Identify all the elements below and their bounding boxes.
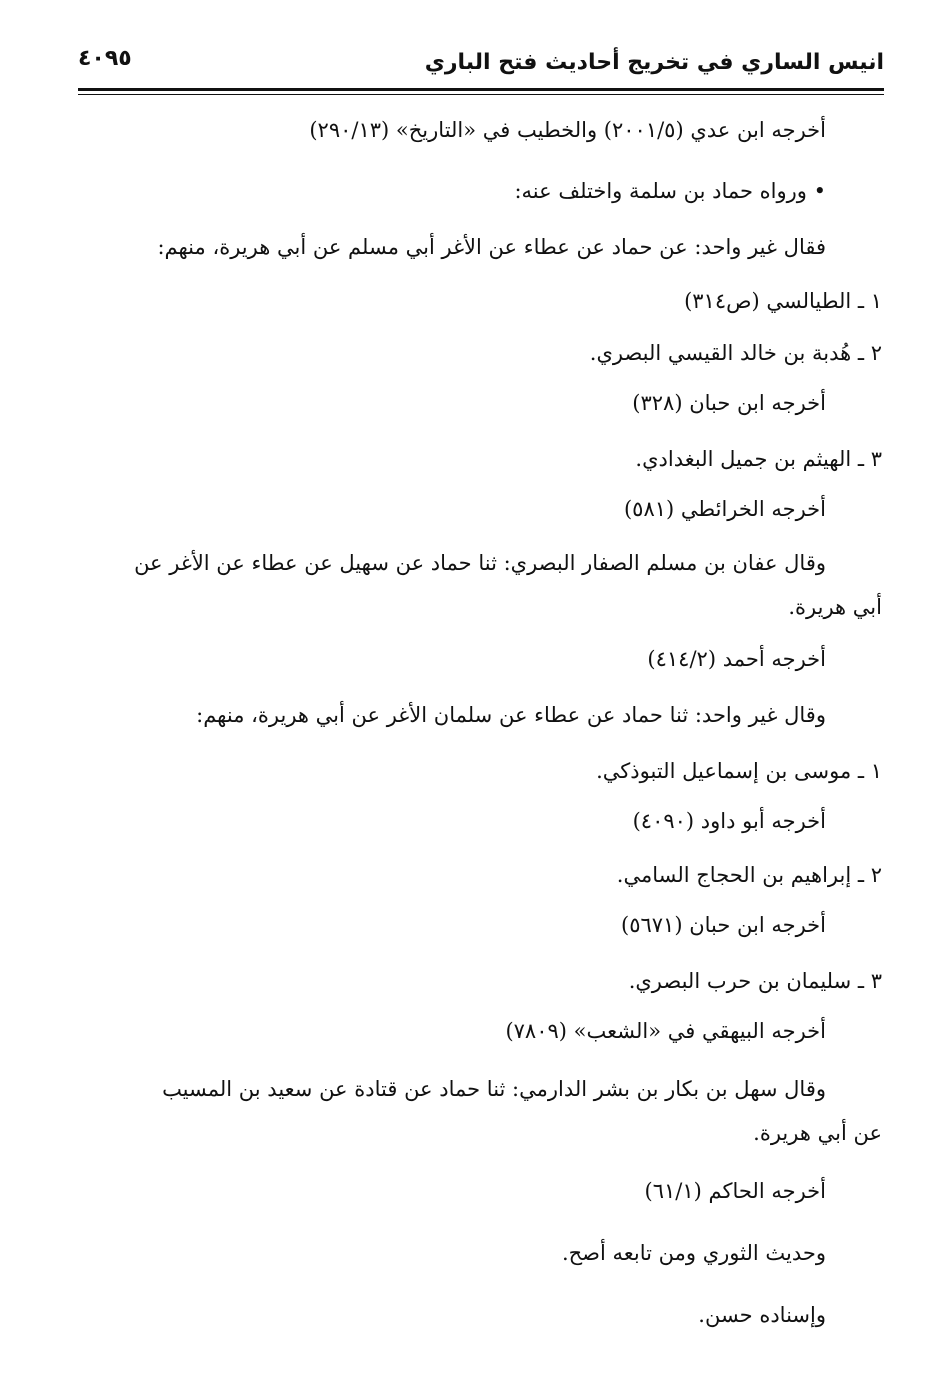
list-item: ٢ ـ هُدبة بن خالد القيسي البصري. (589, 341, 882, 365)
text-line: أخرجه الحاكم (٦١/١) (644, 1179, 826, 1203)
text-line: أخرجه أحمد (٤١٤/٢) (647, 647, 826, 671)
header-rule-thin (78, 94, 884, 95)
list-item: ٣ ـ سليمان بن حرب البصري. (628, 969, 882, 993)
book-title: انيس الساري في تخريج أحاديث فتح الباري (424, 50, 884, 75)
text-line: أبي هريرة. (788, 595, 882, 619)
list-item: ١ ـ موسى بن إسماعيل التبوذكي. (596, 759, 882, 783)
header-rule-thick (78, 88, 884, 91)
text-line: أخرجه البيهقي في «الشعب» (٧٨٠٩) (505, 1019, 826, 1043)
text-line: وإسناده حسن. (698, 1303, 826, 1327)
text-line: عن أبي هريرة. (753, 1121, 882, 1145)
text-line: أخرجه ابن حبان (٥٦٧١) (621, 913, 826, 937)
text-line: وحديث الثوري ومن تابعه أصح. (561, 1241, 826, 1265)
text-line: وقال غير واحد: ثنا حماد عن عطاء عن سلمان الأغر عن أبي هريرة، منهم: (196, 703, 826, 727)
text-line: أخرجه أبو داود (٤٠٩٠) (632, 809, 826, 833)
text-line: وقال سهل بن بكار بن بشر الدارمي: ثنا حماد عن قتادة عن سعيد بن المسيب (162, 1077, 826, 1101)
list-item: ٣ ـ الهيثم بن جميل البغدادي. (635, 447, 882, 471)
text-line: فقال غير واحد: عن حماد عن عطاء عن الأغر أبي مسلم عن أبي هريرة، منهم: (157, 235, 826, 259)
text-line: أخرجه ابن عدي (٢٠٠١/٥) والخطيب في «التاريخ» (٢٩٠/١٣) (309, 118, 826, 142)
page-number: ٤٠٩٥ (78, 46, 132, 71)
text-line: أخرجه ابن حبان (٣٢٨) (632, 391, 826, 415)
text-line: أخرجه الخرائطي (٥٨١) (623, 497, 826, 521)
page-header (78, 44, 884, 92)
list-item: ٢ ـ إبراهيم بن الحجاج السامي. (616, 863, 882, 887)
list-item: ١ ـ الطيالسي (ص٣١٤) (684, 289, 882, 313)
text-line: • ورواه حماد بن سلمة واختلف عنه: (514, 179, 826, 203)
text-line: وقال عفان بن مسلم الصفار البصري: ثنا حماد عن سهيل عن عطاء عن الأغر عن (134, 551, 826, 575)
